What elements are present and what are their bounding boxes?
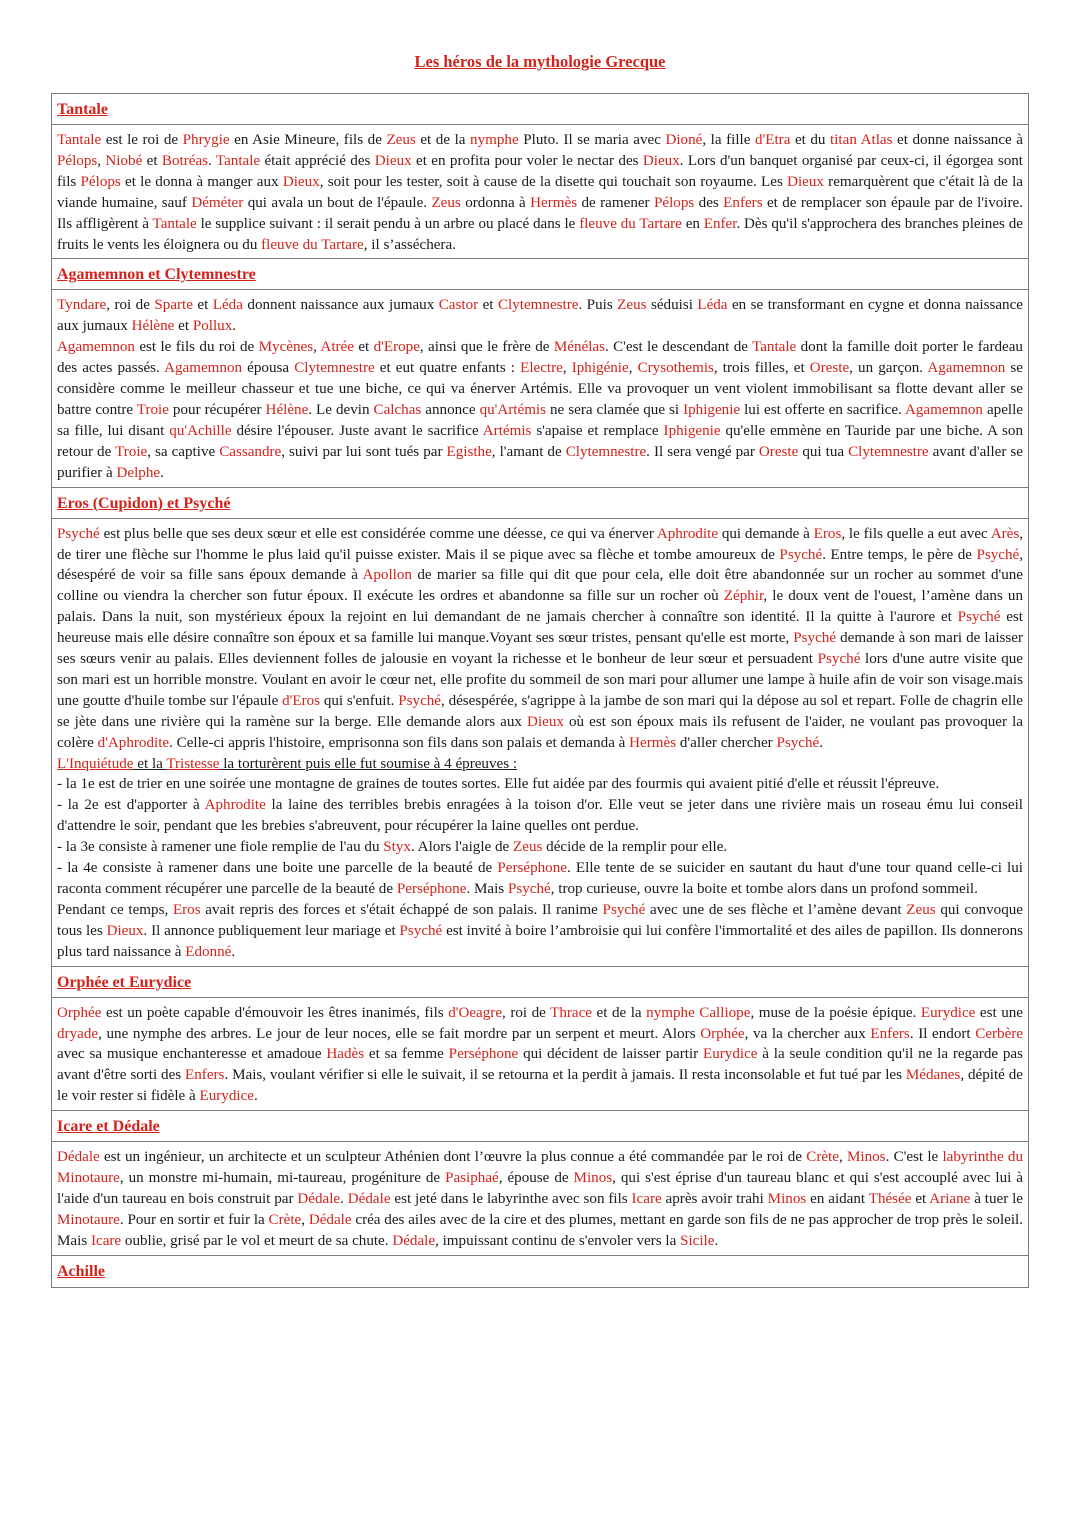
section-heading: Eros (Cupidon) et Psyché <box>52 488 1028 519</box>
highlighted-name: L'Inquiétude <box>57 755 134 772</box>
text-run: , roi de <box>502 1004 551 1021</box>
highlighted-name: Cassandre <box>219 443 282 460</box>
highlighted-name: nymphe <box>470 132 519 148</box>
highlighted-name: Calchas <box>373 401 422 418</box>
text-run: oublie, grisé par le vol et meurt de sa chute. <box>121 1232 393 1249</box>
text-run: , un garçon. <box>849 360 928 377</box>
highlighted-name: Psyché <box>399 922 443 939</box>
highlighted-name: Eurydice <box>920 1004 976 1021</box>
text-run: qui demande à <box>718 525 814 542</box>
highlighted-name: Crète <box>806 1149 839 1166</box>
text-run: , <box>97 152 106 169</box>
paragraph <box>57 337 1023 483</box>
highlighted-name: Agamemnon <box>57 339 135 356</box>
text-run: de ramener <box>577 194 654 211</box>
text-run: . Mais <box>466 881 508 897</box>
text-run: est le roi de <box>101 132 183 148</box>
highlighted-name: Arès <box>990 525 1020 542</box>
highlighted-name: titan <box>830 132 857 148</box>
text-run: - la 1e est de trier en une soirée une montagne de graines de toutes sortes. Elle fut aidée par des fourmis qui avaient pitié d'elle et réussit l'épreuve. <box>57 776 940 793</box>
paragraph <box>57 754 1023 775</box>
text-run: Pendant ce temps, <box>57 901 173 918</box>
text-run: . Lors d'un banquet organisé par ceux-ci, il égorgea sont fils <box>57 152 1023 190</box>
text-run: à la seule condition qu'il ne la regarde pas avant d'être sorti des <box>57 1046 1024 1084</box>
text-run: des <box>694 194 724 211</box>
highlighted-name: Psyché <box>976 546 1020 563</box>
highlighted-name: Troie <box>115 443 148 460</box>
text-run: - la 3e consiste à ramener une fiole remplie de l'au du <box>57 839 384 856</box>
text-run: . Dès qu'il s'approchera des branches pleines de fruits le vents les éloignera ou du <box>57 215 1023 253</box>
text-run: , une nymphe des arbres. Le jour de leur noces, elle se fait mordre par un serpent et meurt. Alors <box>98 1025 701 1042</box>
highlighted-name: Oreste <box>758 443 799 460</box>
text-run: . Puis <box>578 297 618 314</box>
text-run: . Celle-ci appris l'histoire, emprisonna son fils dans son palais et demanda à <box>169 734 630 751</box>
text-run: , dépité de le voir rester si fidèle à <box>57 1067 1024 1105</box>
highlighted-name: Agamemnon <box>927 360 1006 377</box>
highlighted-name: Eros <box>172 901 201 918</box>
highlighted-name: Dédale <box>57 1149 100 1166</box>
text-run: , le fils quelle a eut avec <box>841 525 991 542</box>
text-run: est un ingénieur, un architecte et un sculpteur Athénien dont l’œuvre la plus connue a été commandée par le roi de <box>99 1149 807 1166</box>
text-run: , le doux vent de l'ouest, l’amène dans un palais. Dans la nuit, son mystérieux époux la rejoint en lui demandant de ne jamais chercher à connaître son identité. Il la quitte à l'aurore et <box>57 588 1023 626</box>
text-run: , qui s'est éprise d'un taureau blanc et qui s'est accouplé avec lui à l'aide d'un taureau en bois construit par <box>57 1170 1023 1207</box>
highlighted-name: Dieux <box>642 152 680 169</box>
highlighted-name: Clytemnestre <box>565 443 647 460</box>
highlighted-name: Oreste <box>809 360 850 377</box>
text-run: s'apaise et remplace <box>531 422 664 439</box>
highlighted-name: Hermès <box>530 194 578 211</box>
paragraph <box>57 858 1023 900</box>
highlighted-name: Hélène <box>265 401 309 418</box>
text-run: après avoir trahi <box>661 1190 768 1207</box>
highlighted-name: Delphe <box>116 464 161 481</box>
highlighted-name: Minos <box>846 1149 886 1166</box>
text-run: se considère comme le meilleur chasseur et tue une biche, ce qui va énerver Artémis. Elle va provoquer un vent violent immobilisant sa flotte devant aller se battre contre <box>57 360 1023 418</box>
highlighted-name: Orphée <box>700 1025 745 1042</box>
text-run: qui convoque tous les <box>57 901 1023 939</box>
highlighted-name: Pollux <box>192 318 233 335</box>
text-run: est plus belle que ses deux sœur et elle est considérée comme une déesse, ce qui va énerver <box>99 525 657 542</box>
highlighted-name: Dédale <box>347 1190 391 1207</box>
highlighted-name: Psyché <box>779 546 823 563</box>
text-run: Pluto. Il se maria avec <box>518 132 666 148</box>
text-run: de marier sa fille qui dit que pour cela, elle doit être abandonnée sur un rocher au sommet d'une colline ou viendra la chercher son futur époux. Il exécute les ordres et abandonne sa fille sur un rocher où <box>57 567 1024 605</box>
highlighted-name: Psyché <box>602 901 646 918</box>
text-run: demande à son mari de laisser ses sœurs venir au palais. Elles deviennent folles de jalousie en voyant la richesse et le bonheur de leur sœur et persuadent <box>57 630 1023 668</box>
highlighted-name: qu'Achille <box>169 422 232 439</box>
text-run: . Il annonce publiquement leur mariage et <box>143 922 400 939</box>
text-run: , désespéré de voir sa fille sans époux demande à <box>57 546 1023 584</box>
highlighted-name: Aphrodite <box>656 525 719 542</box>
text-run: , sa captive <box>147 443 220 460</box>
highlighted-name: Pélops <box>57 152 98 169</box>
highlighted-name: Pélops <box>80 173 121 190</box>
highlighted-name: Tantale <box>57 132 102 148</box>
text-run: en <box>681 215 704 232</box>
highlighted-name: Orphée <box>57 1004 102 1021</box>
text-run: , <box>562 360 572 377</box>
highlighted-name: Enfers <box>870 1025 910 1042</box>
highlighted-name: Ménélas <box>553 339 605 356</box>
highlighted-name: Iphigenie <box>683 401 741 418</box>
text-run: la torturèrent puis elle fut soumise à 4 épreuves : <box>219 755 518 772</box>
highlighted-name: labyrinthe du Minotaure <box>57 1149 1024 1187</box>
highlighted-name: Thésée <box>868 1190 912 1207</box>
paragraph <box>57 524 1023 754</box>
highlighted-name: Dédale <box>392 1232 436 1249</box>
text-run: qui s'enfuit. <box>320 692 399 709</box>
highlighted-name: d'Etra <box>754 132 791 148</box>
text-run: , épouse de <box>498 1170 574 1187</box>
text-run: . <box>714 1232 719 1249</box>
text-run: et <box>174 318 193 335</box>
text-run: séduisi <box>646 297 698 314</box>
text-run: , il s’asséchera. <box>363 236 456 253</box>
text-run: annonce <box>421 401 480 418</box>
highlighted-name: Pasiphaé <box>445 1170 499 1187</box>
text-run: et la <box>133 755 167 772</box>
section-heading: Orphée et Eurydice <box>52 967 1028 998</box>
highlighted-name: Dédale <box>297 1190 341 1207</box>
section-body <box>52 125 1028 259</box>
highlighted-name: Perséphone <box>448 1046 519 1063</box>
highlighted-name: Pélops <box>653 194 695 211</box>
text-run: et <box>142 152 162 169</box>
text-run: . <box>231 943 236 960</box>
text-run: décide de la remplir pour elle. <box>542 839 728 856</box>
text-run: en se transformant en cygne et donna naissance aux jumaux <box>57 297 1023 335</box>
highlighted-name: dryade <box>57 1025 99 1042</box>
highlighted-name: Crysothemis <box>637 360 714 377</box>
text-run: , va la chercher aux <box>744 1025 871 1042</box>
text-run: et le donna à manger aux <box>120 173 283 190</box>
highlighted-name: Zeus <box>431 194 461 211</box>
highlighted-name: nymphe Calliope <box>646 1004 751 1021</box>
text-run: . <box>819 734 823 751</box>
text-run: . Le devin <box>308 401 374 418</box>
highlighted-name: Hélène <box>131 318 175 335</box>
text-run: - la 2e est d'apporter à <box>57 797 205 814</box>
text-run: d'aller chercher <box>676 734 777 751</box>
text-run: . C'est le descendant de <box>604 339 753 356</box>
highlighted-name: Clytemnestre <box>848 443 929 460</box>
paragraph <box>57 795 1023 837</box>
highlighted-name: Dieux <box>787 173 824 190</box>
highlighted-name: Minotaure <box>57 1211 120 1228</box>
highlighted-name: Léda <box>212 297 243 314</box>
highlighted-name: Egisthe <box>446 443 492 460</box>
section-body <box>52 519 1028 967</box>
highlighted-name: Psyché <box>793 630 837 647</box>
highlighted-name: Zéphir <box>723 588 764 605</box>
highlighted-name: Atrée <box>320 339 354 356</box>
highlighted-name: Zeus <box>513 839 543 856</box>
highlighted-name: Psyché <box>776 734 820 751</box>
text-run: avait repris des forces et s'était échappé de son palais. Il ranime <box>200 901 603 918</box>
text-run: apelle sa fille, lui disant <box>57 401 1023 439</box>
text-run: . <box>160 464 164 481</box>
text-run: qui tua <box>798 443 849 460</box>
highlighted-name: Electre <box>520 360 563 377</box>
text-run: et <box>353 339 374 356</box>
highlighted-name: Dédale <box>308 1211 352 1228</box>
highlighted-name: Cerbère <box>975 1025 1024 1042</box>
section-heading: Tantale <box>52 94 1028 125</box>
paragraph <box>57 1147 1023 1252</box>
text-run: et <box>192 297 213 314</box>
text-run: qui décident de laisser partir <box>518 1046 703 1063</box>
highlighted-name: d'Oeagre <box>448 1004 503 1021</box>
highlighted-name: Apollon <box>362 567 412 584</box>
highlighted-name: Aphrodite <box>204 797 266 814</box>
text-run: . Alors l'aigle de <box>410 839 514 856</box>
paragraph <box>57 130 1023 255</box>
text-run: . C'est le <box>885 1149 943 1166</box>
text-run: , <box>301 1211 309 1228</box>
text-run: , suivi par lui sont tués par <box>281 443 447 460</box>
text-run: lors d'une autre visite que son mari est un horrible monstre. Voulant en avoir le cœur net, elle profite du sommeil de son mari pour allumer une lampe à huile afin de voir son visage.mais une goutte d'huile tombe sur l'épaule <box>57 651 1023 709</box>
highlighted-name: Mycènes <box>258 339 314 356</box>
highlighted-name: d'Erope <box>373 339 420 356</box>
section-body <box>52 290 1028 487</box>
text-run: . Il sera vengé par <box>646 443 759 460</box>
highlighted-name: Styx <box>383 839 411 856</box>
highlighted-name: qu'Artémis <box>479 401 547 418</box>
paragraph <box>57 837 1023 858</box>
highlighted-name: Castor <box>438 297 479 314</box>
text-run: , roi de <box>106 297 155 314</box>
highlighted-name: Sicile <box>680 1232 715 1249</box>
text-run: . <box>208 152 216 169</box>
text-run: , impuissant continu de s'envoler vers la <box>435 1232 681 1249</box>
highlighted-name: Icare <box>631 1190 662 1207</box>
highlighted-name: Iphigénie <box>571 360 629 377</box>
highlighted-name: Psyché <box>957 609 1001 626</box>
text-run: qu'elle emmène en Tauride par une biche. A son retour de <box>57 422 1024 460</box>
highlighted-name: Perséphone <box>396 881 467 897</box>
highlighted-name: Zeus <box>617 297 647 314</box>
text-run: en Asie Mineure, fils de <box>229 132 387 148</box>
highlighted-name: Botréas <box>161 152 209 169</box>
text-run: avec une de ses flèche et l’amène devant <box>645 901 907 918</box>
paragraph <box>57 295 1023 337</box>
highlighted-name: Déméter <box>191 194 244 211</box>
text-run: , trois filles, et <box>713 360 810 377</box>
text-run: , trop curieuse, ouvre la boite et tombe alors dans un profond sommeil. <box>550 881 978 897</box>
text-run: est une <box>975 1004 1023 1021</box>
highlighted-name: Zeus <box>906 901 936 918</box>
text-run: ne sera clamée que si <box>546 401 684 418</box>
text-run: et sa femme <box>364 1046 449 1063</box>
highlighted-name: Médanes <box>905 1067 961 1084</box>
text-run: et en profita pour voler le nectar des <box>411 152 643 169</box>
text-run: et <box>911 1190 930 1207</box>
text-run: en aidant <box>806 1190 869 1207</box>
text-run: épousa <box>242 360 295 377</box>
text-run: . Mais, voulant vérifier si elle le suivait, il se retourna et la perdit à jamais. Il resta inconsolable et fut tué par les <box>224 1067 906 1084</box>
highlighted-name: Perséphone <box>497 860 567 877</box>
highlighted-name: Agamemnon <box>164 360 243 377</box>
highlighted-name: Dieux <box>374 152 412 169</box>
highlighted-name: Psyché <box>507 881 551 897</box>
highlighted-name: Psyché <box>398 692 442 709</box>
highlighted-name: Crète <box>268 1211 302 1228</box>
section-heading: Agamemnon et Clytemnestre <box>52 259 1028 290</box>
highlighted-name: fleuve du Tartare <box>261 236 364 253</box>
highlighted-name: Atlas <box>860 132 893 148</box>
highlighted-name: Psyché <box>57 525 100 542</box>
highlighted-name: Tantale <box>215 152 261 169</box>
text-run: et de remplacer son épaule par de l'ivoire. Ils affligèrent à <box>57 194 1023 232</box>
text-run: désire l'épouser. Juste avant le sacrifice <box>231 422 483 439</box>
text-run: pour récupérer <box>168 401 266 418</box>
text-run: , soit pour les tester, soit à cause de la disette qui touchait son royaume. Les <box>319 173 788 190</box>
paragraph <box>57 1003 1023 1108</box>
text-run: . <box>232 318 237 335</box>
highlighted-name: Dioné <box>665 132 703 148</box>
text-run: où est son époux mais ils refusent de l'aider, ne voulant pas provoquer la colère <box>57 713 1023 751</box>
paragraph <box>57 900 1023 963</box>
text-run: est invité à boire l’ambroisie qui lui confère l'immortalité et des ailes de papillon. Ils donnerons plus tard naissance à <box>57 922 1023 960</box>
text-run: . Pour en sortir et fuir la <box>119 1211 269 1228</box>
highlighted-name: d'Eros <box>282 692 321 709</box>
text-run: , de tirer une flèche sur l'homme le plus laid qu'il puisse exister. Mais il se pique avec sa flèche et tombe amoureux de <box>57 525 1023 563</box>
text-run: et eut quatre enfants : <box>374 360 521 377</box>
highlighted-name: fleuve du Tartare <box>579 215 682 232</box>
highlighted-name: Dieux <box>527 713 564 730</box>
text-run: . <box>253 1088 258 1105</box>
text-run: . Entre temps, le père de <box>822 546 977 563</box>
text-run: , ainsi que le frère de <box>419 339 554 356</box>
highlighted-name: Clytemnestre <box>497 297 579 314</box>
highlighted-name: Eurydice <box>199 1088 254 1105</box>
text-run: remarquèrent que c'était là de la viande humaine, sauf <box>57 173 1023 211</box>
text-run: , <box>628 360 638 377</box>
text-run: avant d'aller se purifier à <box>57 443 1023 481</box>
text-run: , <box>313 339 321 356</box>
text-run: , <box>838 1149 847 1166</box>
highlighted-name: Hadès <box>326 1046 365 1063</box>
highlighted-name: Tantale <box>752 339 797 356</box>
section-heading: Achille <box>57 1262 105 1280</box>
text-run: qui avala un bout de l'épaule. <box>243 194 432 211</box>
highlighted-name: Edonné <box>185 943 232 960</box>
text-run: avec sa musique enchanteresse et amadoue <box>57 1046 327 1063</box>
highlighted-name: Léda <box>697 297 728 314</box>
highlighted-name: Iphigenie <box>663 422 721 439</box>
highlighted-name: Agamemnon <box>904 401 983 418</box>
highlighted-name: Tyndare <box>57 297 107 314</box>
text-run: - la 4e consiste à ramener dans une boite une parcelle de la beauté de <box>57 860 498 877</box>
section-body <box>52 998 1028 1112</box>
text-run: et de la <box>592 1004 647 1021</box>
text-run: est jeté dans le labyrinthe avec son fils <box>390 1190 632 1207</box>
highlighted-name: Hermès <box>629 734 677 751</box>
text-run: . Elle tente de se suicider en sautant du haut d'une tour quand celle-ci lui raconta comment récupérer une parcelle de la beauté de <box>57 860 1023 897</box>
text-run: , un monstre mi-humain, mi-taureau, progéniture de <box>119 1170 446 1187</box>
text-run: est heureuse mais elle désire connaître son époux et sa famille lui manque.Voyant ses sœur tristes, pensant qu'elle est morte, <box>57 609 1023 647</box>
highlighted-name: Enfers <box>723 194 763 211</box>
highlighted-name: Enfers <box>185 1067 225 1084</box>
text-run: est un poète capable d'émouvoir les êtres inanimés, fils <box>101 1004 449 1021</box>
text-run: donnent naissance aux jumaux <box>242 297 439 314</box>
text-run: créa des ailes avec de la cire et des plumes, mettant en garde son fils de ne pas approcher de trop près le soleil. Mais <box>57 1211 1024 1249</box>
highlighted-name: Eurydice <box>702 1046 758 1063</box>
text-run: ordonna à <box>460 194 531 211</box>
text-run: , muse de la poésie épique. <box>750 1004 921 1021</box>
highlighted-name: Dieux <box>106 922 144 939</box>
highlighted-name: Icare <box>90 1232 122 1249</box>
highlighted-name: Minos <box>767 1190 807 1207</box>
highlighted-name: Phrygie <box>182 132 230 148</box>
section-body <box>52 1142 1028 1256</box>
text-run: à tuer le <box>970 1190 1023 1207</box>
heroes-table <box>51 93 1029 1288</box>
text-run: et du <box>790 132 831 148</box>
paragraph <box>57 774 1023 795</box>
text-run: et <box>478 297 498 314</box>
text-run: est le fils du roi de <box>134 339 259 356</box>
highlighted-name: Eros <box>813 525 842 542</box>
document-title: Les héros de la mythologie Grecque <box>414 52 666 71</box>
highlighted-name: Dieux <box>282 173 320 190</box>
highlighted-name: Artémis <box>482 422 532 439</box>
highlighted-name: Tantale <box>152 215 197 232</box>
highlighted-name: Troie <box>136 401 169 418</box>
text-run: et de la <box>415 132 471 148</box>
highlighted-name: Niobé <box>105 152 143 169</box>
text-run: la laine des terribles brebis enragées à la toison d'or. Elle veut se jeter dans une rivière mais un roseau ému lui conseil d'attendre le soir, pendant que les brebies s'abreuvent, pour récupérer la laine quelles ont perdue. <box>57 797 1023 835</box>
text-run: lui est offerte en sacrifice. <box>740 401 905 418</box>
highlighted-name: Thrace <box>550 1004 593 1021</box>
text-run: , désespérée, s'agrippe à la jambe de son mari qui la dépose au sol et repart. Folle de chagrin elle se jète dans une rivière qui la ramène sur la berge. Elle demande alors aux <box>57 692 1024 730</box>
text-run: . Il endort <box>909 1025 976 1042</box>
highlighted-name: Enfer <box>703 215 737 232</box>
highlighted-name: Minos <box>573 1170 613 1187</box>
highlighted-name: Psyché <box>817 651 861 668</box>
text-run: . <box>340 1190 348 1207</box>
highlighted-name: Zeus <box>386 132 416 148</box>
section-heading: Icare et Dédale <box>52 1111 1028 1142</box>
text-run: dont la famille doit porter le fardeau des actes passés. <box>57 339 1023 377</box>
highlighted-name: Sparte <box>154 297 193 314</box>
text-run: , la fille <box>702 132 755 148</box>
highlighted-name: Clytemnestre <box>294 360 375 377</box>
text-run: et donne naissance à <box>892 132 1024 148</box>
highlighted-name: Tristesse <box>166 755 220 772</box>
text-run: était apprécié des <box>260 152 375 169</box>
highlighted-name: Ariane <box>929 1190 971 1207</box>
text-run: , l'amant de <box>491 443 566 460</box>
text-run: le supplice suivant : il serait pendu à un arbre ou placé dans le <box>196 215 580 232</box>
highlighted-name: d'Aphrodite <box>97 734 170 751</box>
